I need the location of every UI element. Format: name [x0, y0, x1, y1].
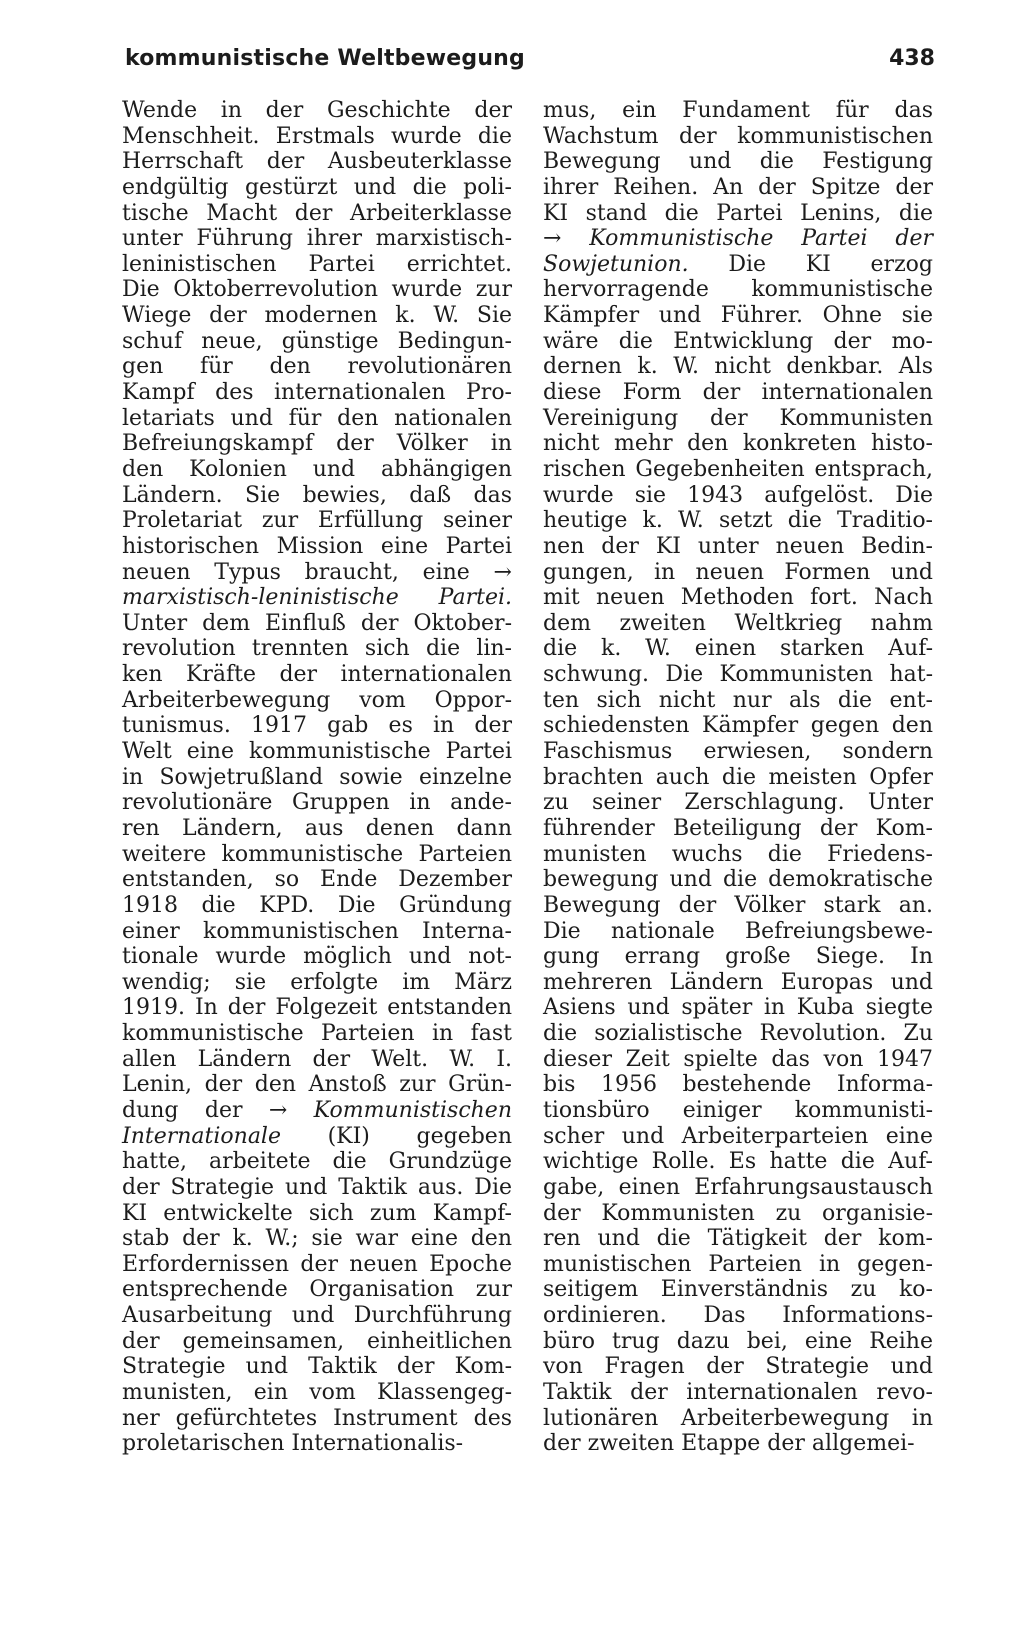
text-line: gabe, einen Erfahrungsaustausch: [543, 1174, 933, 1200]
text-line: ihrer Reihen. An der Spitze der: [543, 174, 933, 200]
text-line: allen Ländern der Welt. W. I.: [122, 1046, 512, 1072]
text-line: ren und die Tätigkeit der kom-: [543, 1226, 933, 1252]
text-line: munisten wuchs die Friedens-: [543, 841, 933, 867]
text-line: Kämpfer und Führer. Ohne sie: [543, 303, 933, 329]
text-line: Vereinigung der Kommunisten: [543, 405, 933, 431]
text-line: Proletariat zur Erfüllung seiner: [122, 508, 512, 534]
text-line: tionale wurde möglich und not-: [122, 944, 512, 970]
text-line: Faschismus erwiesen, sondern: [543, 739, 933, 765]
text-line: letariats und für den nationalen: [122, 405, 512, 431]
text-line: Herrschaft der Ausbeuterklasse: [122, 149, 512, 175]
text-line: nicht mehr den konkreten histo-: [543, 431, 933, 457]
text-line: leninistischen Partei errichtet.: [122, 251, 512, 277]
text-line: brachten auch die meisten Opfer: [543, 764, 933, 790]
text-line: dieser Zeit spielte das von 1947: [543, 1046, 933, 1072]
text-line: die sozialistische Revolution. Zu: [543, 1021, 933, 1047]
text-line: Wende in der Geschichte der: [122, 98, 512, 123]
text-line: dernen k. W. nicht denkbar. Als: [543, 354, 933, 380]
text-line: der Kommunisten zu organisie-: [543, 1200, 933, 1226]
text-line: ren Ländern, aus denen dann: [122, 815, 512, 841]
text-line: bewegung und die demokratische: [543, 867, 933, 893]
text-line: wendig; sie erfolgte im März: [122, 969, 512, 995]
text-line: diese Form der internationalen: [543, 380, 933, 406]
text-line: weitere kommunistische Parteien: [122, 841, 512, 867]
text-line: marxistisch-leninistische Partei.: [122, 585, 512, 611]
text-line: KI entwickelte sich zum Kampf-: [122, 1200, 512, 1226]
text-line: gen für den revolutionären: [122, 354, 512, 380]
running-head: kommunistische Weltbewegung: [125, 46, 525, 71]
text-line: hatte, arbeitete die Grundzüge: [122, 1149, 512, 1175]
text-line: neuen Typus braucht, eine →: [122, 559, 512, 585]
page-number: 438: [889, 46, 935, 71]
text-line: die k. W. einen starken Auf-: [543, 636, 933, 662]
text-line: munisten, ein vom Klassengeg-: [122, 1380, 512, 1406]
text-line: Bewegung und die Festigung: [543, 149, 933, 175]
text-line: revolution trennten sich die lin-: [122, 636, 512, 662]
text-line: Die nationale Befreiungsbewe-: [543, 918, 933, 944]
text-line: wurde sie 1943 aufgelöst. Die: [543, 482, 933, 508]
text-line: Die Oktoberrevolution wurde zur: [122, 277, 512, 303]
text-line: der Strategie und Taktik aus. Die: [122, 1174, 512, 1200]
text-line: wichtige Rolle. Es hatte die Auf-: [543, 1149, 933, 1175]
text-line: proletarischen Internationalis-: [122, 1431, 464, 1457]
text-line: kommunistische Parteien in fast: [122, 1021, 512, 1047]
text-line: revolutionäre Gruppen in ande-: [122, 790, 512, 816]
text-line: Asiens und später in Kuba siegte: [543, 995, 933, 1021]
text-line: stab der k. W.; sie war eine den: [122, 1226, 512, 1252]
text-line: Sowjetunion. Die KI erzog: [543, 251, 933, 277]
text-line: Bewegung der Völker stark an.: [543, 892, 933, 918]
text-line: Unter dem Einfluß der Oktober-: [122, 610, 512, 636]
text-line: hervorragende kommunistische: [543, 277, 933, 303]
text-line: entsprechende Organisation zur: [122, 1277, 512, 1303]
text-line: in Sowjetrußland sowie einzelne: [122, 764, 512, 790]
text-line: schwung. Die Kommunisten hat-: [543, 662, 933, 688]
text-line: wäre die Entwicklung der mo-: [543, 328, 933, 354]
text-line: Wachstum der kommunistischen: [543, 123, 933, 149]
text-line: Ausarbeitung und Durchführung: [122, 1303, 512, 1329]
right-text-column: [543, 98, 933, 1457]
text-line: tische Macht der Arbeiterklasse: [122, 200, 512, 226]
left-text-column: [122, 98, 512, 1457]
text-line: mehreren Ländern Europas und: [543, 969, 933, 995]
text-line: 1919. In der Folgezeit entstanden: [122, 995, 512, 1021]
text-line: tunismus. 1917 gab es in der: [122, 713, 512, 739]
text-line: nen der KI unter neuen Bedin-: [543, 533, 933, 559]
text-line: ordinieren. Das Informations-: [543, 1303, 933, 1329]
text-line: seitigem Einverständnis zu ko-: [543, 1277, 933, 1303]
text-line: Welt eine kommunistische Partei: [122, 739, 512, 765]
text-line: der zweiten Etappe der allgemei-: [543, 1431, 915, 1457]
text-line: dung der → Kommunistischen: [122, 1097, 512, 1123]
page-header: [125, 46, 935, 86]
text-line: Befreiungskampf der Völker in: [122, 431, 512, 457]
text-line: ten sich nicht nur als die ent-: [543, 687, 933, 713]
text-line: rischen Gegebenheiten entsprach,: [543, 456, 933, 482]
text-line: Erfordernissen der neuen Epoche: [122, 1251, 512, 1277]
text-line: munistischen Parteien in gegen-: [543, 1251, 933, 1277]
text-line: führender Beteiligung der Kom-: [543, 815, 933, 841]
text-line: gung errang große Siege. In: [543, 944, 933, 970]
text-line: bis 1956 bestehende Informa-: [543, 1072, 933, 1098]
text-line: Internationale (KI) gegeben: [122, 1123, 512, 1149]
text-line: Strategie und Taktik der Kom-: [122, 1354, 512, 1380]
text-line: unter Führung ihrer marxistisch-: [122, 226, 512, 252]
text-line: → Kommunistische Partei der: [543, 226, 933, 252]
text-line: 1918 die KPD. Die Gründung: [122, 892, 512, 918]
text-line: Wiege der modernen k. W. Sie: [122, 303, 512, 329]
text-line: Arbeiterbewegung vom Oppor-: [122, 687, 512, 713]
text-line: scher und Arbeiterparteien eine: [543, 1123, 933, 1149]
text-line: endgültig gestürzt und die poli-: [122, 174, 512, 200]
text-line: von Fragen der Strategie und: [543, 1354, 933, 1380]
text-line: gungen, in neuen Formen und: [543, 559, 933, 585]
text-line: Menschheit. Erstmals wurde die: [122, 123, 512, 149]
text-line: mit neuen Methoden fort. Nach: [543, 585, 933, 611]
text-line: Ländern. Sie bewies, daß das: [122, 482, 512, 508]
text-line: Lenin, der den Anstoß zur Grün-: [122, 1072, 512, 1098]
text-line: schuf neue, günstige Bedingun-: [122, 328, 512, 354]
text-line: der gemeinsamen, einheitlichen: [122, 1328, 512, 1354]
text-line: tionsbüro einiger kommunisti-: [543, 1097, 933, 1123]
text-line: schiedensten Kämpfer gegen den: [543, 713, 933, 739]
text-line: einer kommunistischen Interna-: [122, 918, 512, 944]
text-line: büro trug dazu bei, eine Reihe: [543, 1328, 933, 1354]
text-line: Taktik der internationalen revo-: [543, 1380, 933, 1406]
text-line: ken Kräfte der internationalen: [122, 662, 512, 688]
text-line: lutionären Arbeiterbewegung in: [543, 1405, 933, 1431]
text-line: ner gefürchtetes Instrument des: [122, 1405, 512, 1431]
text-line: dem zweiten Weltkrieg nahm: [543, 610, 933, 636]
text-line: Kampf des internationalen Pro-: [122, 380, 512, 406]
text-line: heutige k. W. setzt die Traditio-: [543, 508, 933, 534]
text-line: entstanden, so Ende Dezember: [122, 867, 512, 893]
text-line: KI stand die Partei Lenins, die: [543, 200, 933, 226]
text-line: zu seiner Zerschlagung. Unter: [543, 790, 933, 816]
text-line: historischen Mission eine Partei: [122, 533, 512, 559]
text-line: den Kolonien und abhängigen: [122, 456, 512, 482]
text-line: mus, ein Fundament für das: [543, 98, 933, 123]
